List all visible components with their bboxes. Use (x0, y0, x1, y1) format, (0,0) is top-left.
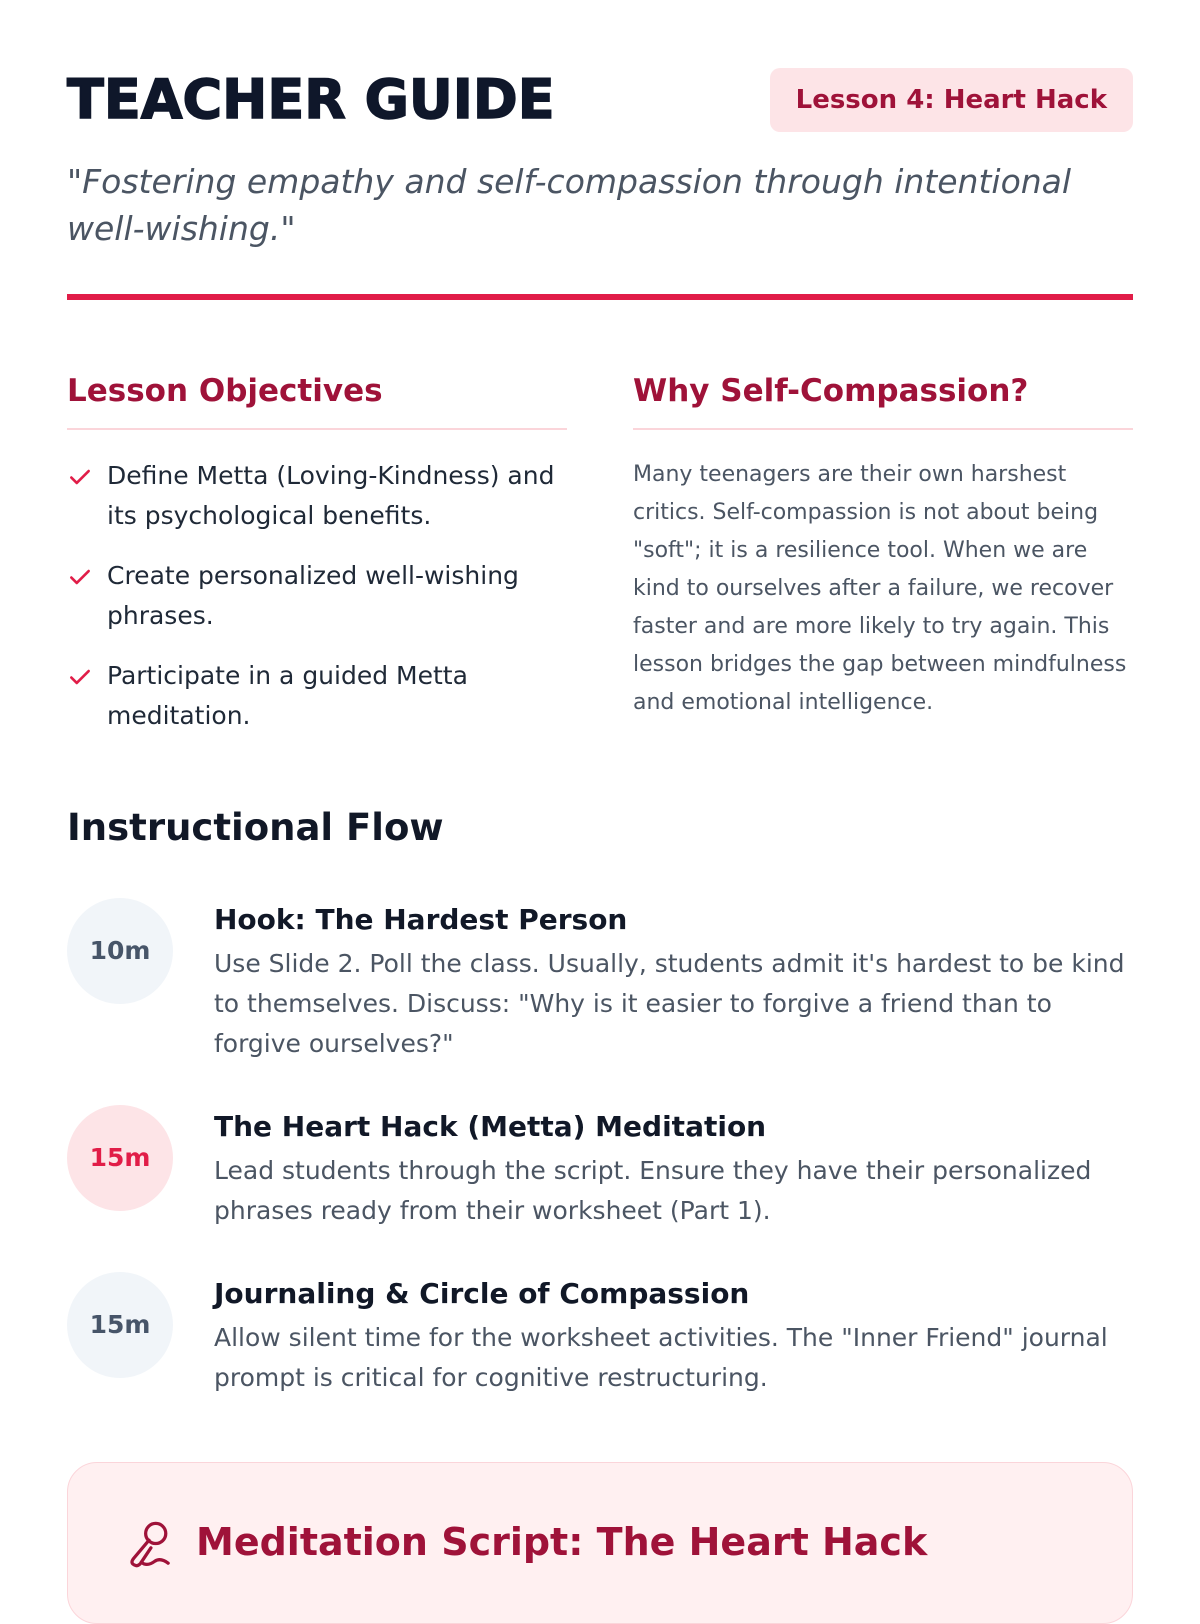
time-badge: 15m (67, 1272, 173, 1378)
flow-step-text: Lead students through the script. Ensure they have their personalized phrases ready from their worksheet (Part 1). (214, 1156, 1092, 1225)
check-icon (67, 664, 93, 690)
flow-step-content (214, 1107, 1136, 1231)
header-divider (67, 294, 1133, 300)
check-icon (67, 464, 93, 490)
objective-item (67, 556, 567, 636)
microphone-icon (126, 1519, 172, 1569)
why-heading: Why Self-Compassion? (633, 368, 1133, 430)
flow-step-title: Hook: The Hardest Person (214, 903, 628, 936)
why-text: Many teenagers are their own harshest critics. Self-compassion is not about being "soft"; it is a resilience tool. When we are kind to ourselves after a failure, we recover faster and are more likely to try again. This lesson bridges the gap between mindfulness and emotional intelligence. (633, 462, 1127, 715)
objective-item (67, 456, 567, 536)
header (67, 66, 1133, 134)
flow-step-content (214, 900, 1136, 1064)
flow-step-text: Allow silent time for the worksheet activities. The "Inner Friend" journal prompt is critical for cognitive restructuring. (214, 1323, 1108, 1392)
why-section (633, 368, 1133, 722)
flow-step-text: Use Slide 2. Poll the class. Usually, students admit it's hardest to be kind to themselves. Discuss: "Why is it easier to forgive a friend than to forgive ourselves?" (214, 949, 1125, 1058)
objective-text: Participate in a guided Metta meditation. (107, 661, 468, 730)
page-title: TEACHER GUIDE (67, 68, 555, 131)
script-heading: Meditation Script: The Heart Hack (196, 1520, 928, 1564)
objectives-heading: Lesson Objectives (67, 368, 567, 430)
flow-step-title: Journaling & Circle of Compassion (214, 1277, 750, 1310)
objective-text: Create personalized well-wishing phrases. (107, 561, 519, 630)
time-badge: 15m (67, 1105, 173, 1211)
objective-text: Define Metta (Loving-Kindness) and its psychological benefits. (107, 461, 555, 530)
objective-item (67, 656, 567, 736)
check-icon (67, 564, 93, 590)
flow-heading: Instructional Flow (67, 806, 444, 849)
flow-step-title: The Heart Hack (Metta) Meditation (214, 1110, 767, 1143)
tagline: "Fostering empathy and self-compassion through intentional well-wishing." (67, 162, 1072, 248)
objectives-section (67, 368, 567, 756)
objectives-list (67, 456, 567, 736)
flow-step-content (214, 1274, 1136, 1398)
time-badge: 10m (67, 898, 173, 1004)
lesson-badge: Lesson 4: Heart Hack (770, 68, 1133, 132)
